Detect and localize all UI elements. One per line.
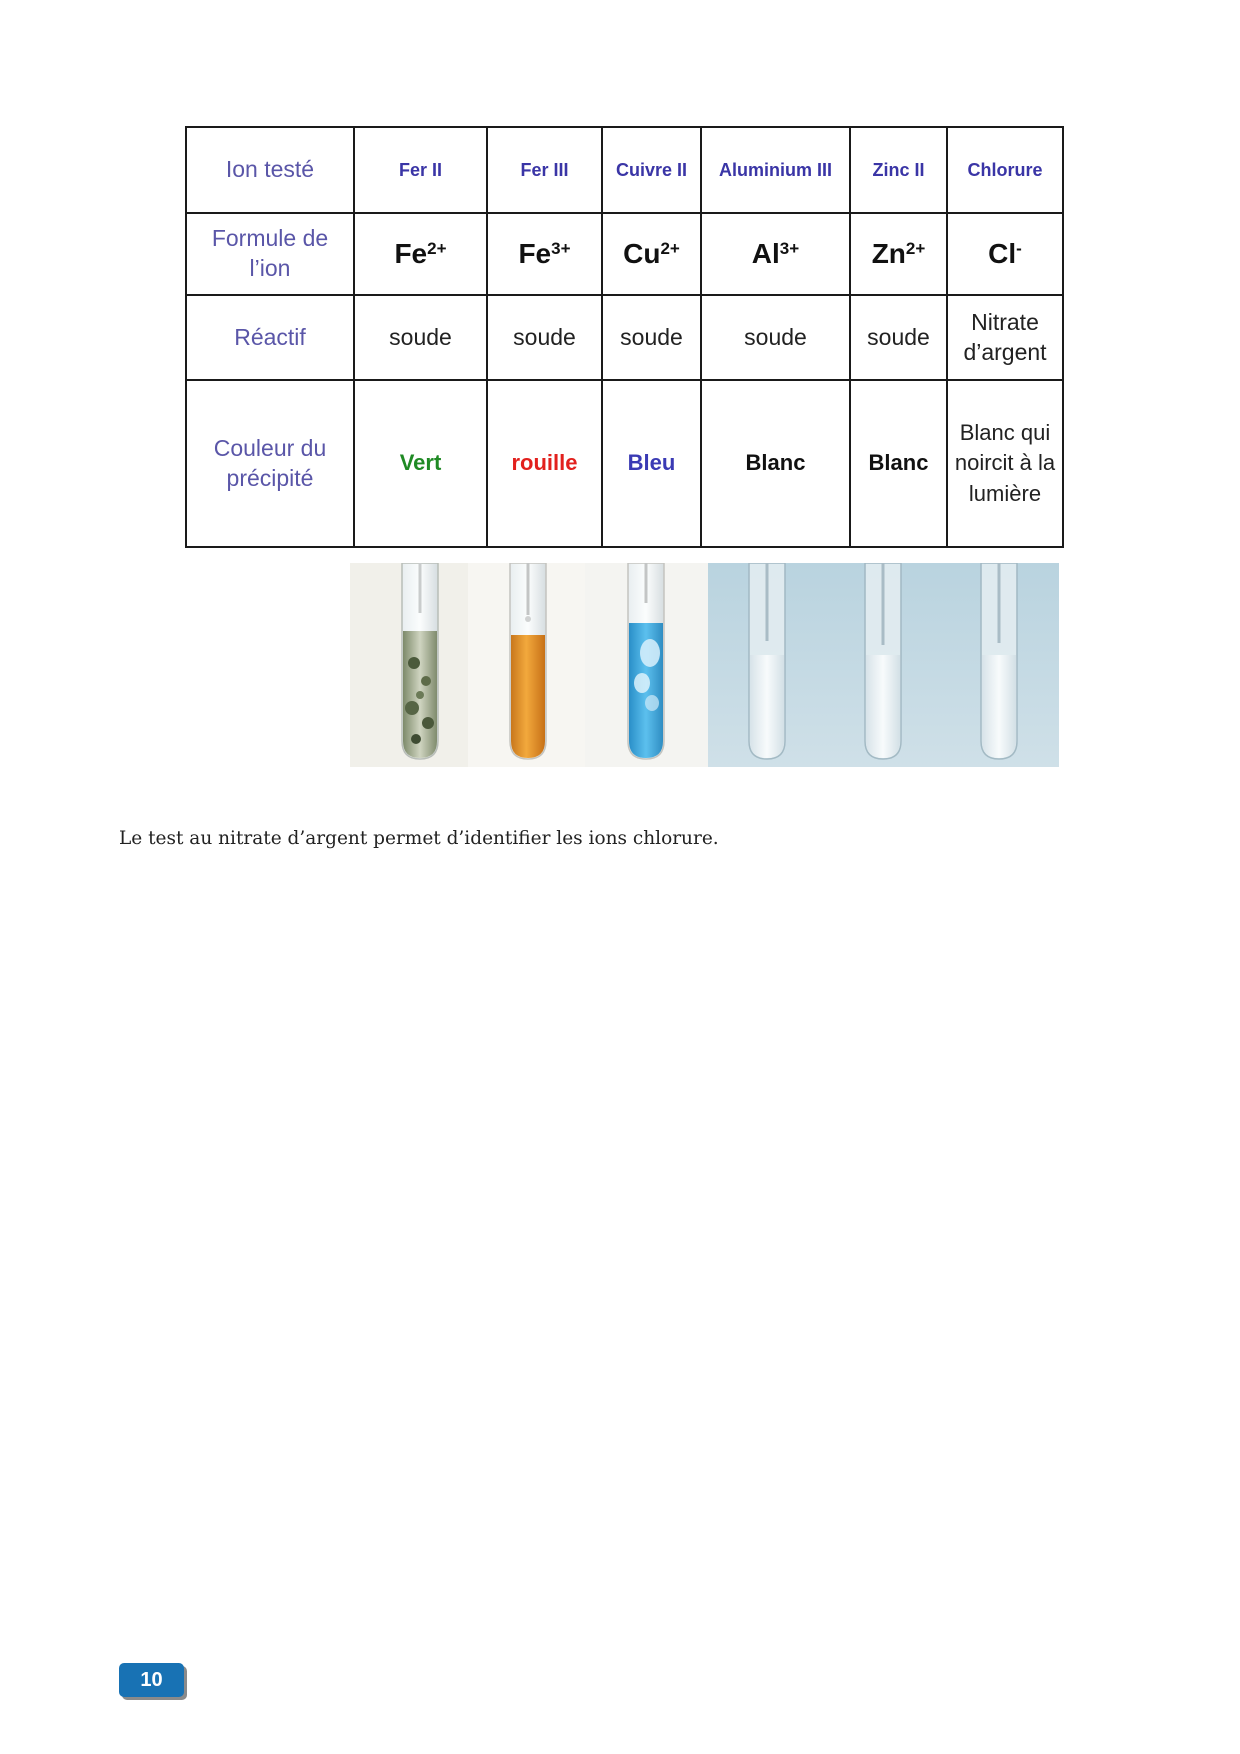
reagent-row — [186, 295, 1063, 380]
ion-name-zinc-ii: Zinc II — [850, 127, 947, 213]
formula-charge: 3+ — [551, 239, 571, 258]
formula-row — [186, 213, 1063, 295]
reagent-aluminium-iii: soude — [701, 295, 850, 380]
ion-test-section — [185, 126, 1062, 548]
precipitate-zinc-ii: Blanc — [850, 380, 947, 547]
formula-fer-ii — [354, 213, 487, 295]
formula-charge: 2+ — [660, 239, 680, 258]
reagent-cuivre-ii: soude — [602, 295, 701, 380]
formula-symbol: Fe — [518, 238, 552, 269]
ion-name-chlorure: Chlorure — [947, 127, 1063, 213]
precipitate-row — [186, 380, 1063, 547]
formula-aluminium-iii — [701, 213, 850, 295]
formula-symbol: Fe — [394, 238, 428, 269]
row-label-ion: Ion testé — [186, 127, 354, 213]
test-tube-fer-iii — [510, 563, 546, 759]
formula-symbol: Zn — [871, 238, 906, 269]
formula-zinc-ii — [850, 213, 947, 295]
row-label-formula: Formule de l’ion — [186, 213, 354, 295]
ion-test-table — [185, 126, 1064, 548]
ion-name-fer-ii: Fer II — [354, 127, 487, 213]
formula-chlorure — [947, 213, 1063, 295]
ion-name-cuivre-ii: Cuivre II — [602, 127, 701, 213]
test-tube-photos — [350, 563, 1059, 767]
test-tube-fer-ii — [402, 563, 438, 759]
formula-symbol: Cl — [988, 238, 1017, 269]
reagent-fer-iii: soude — [487, 295, 602, 380]
precipitate-fer-ii: Vert — [354, 380, 487, 547]
ion-name-aluminium-iii: Aluminium III — [701, 127, 850, 213]
formula-symbol: Cu — [623, 238, 661, 269]
row-label-precipitate: Couleur du précipité — [186, 380, 354, 547]
caption-text: Le test au nitrate d’argent permet d’identifier les ions chlorure. — [119, 828, 719, 849]
precipitate-aluminium-iii: Blanc — [701, 380, 850, 547]
precipitate-cuivre-ii: Bleu — [602, 380, 701, 547]
reagent-chlorure: Nitrate d’argent — [947, 295, 1063, 380]
formula-fer-iii — [487, 213, 602, 295]
formula-charge: 3+ — [779, 239, 800, 258]
reagent-zinc-ii: soude — [850, 295, 947, 380]
test-tube-chlorure — [981, 563, 1017, 759]
reagent-fer-ii: soude — [354, 295, 487, 380]
precipitate-fer-iii: rouille — [487, 380, 602, 547]
test-tube-zinc-ii — [865, 563, 901, 759]
ion-name-fer-iii: Fer III — [487, 127, 602, 213]
formula-charge: - — [1016, 239, 1022, 258]
test-tube-cuivre-ii — [628, 563, 664, 759]
formula-charge: 2+ — [427, 239, 447, 258]
formula-charge: 2+ — [905, 239, 926, 258]
page-number-badge: 10 — [119, 1663, 184, 1697]
precipitate-chlorure: Blanc qui noircit à la lumière — [947, 380, 1063, 547]
row-label-reagent: Réactif — [186, 295, 354, 380]
test-tube-aluminium-iii — [749, 563, 785, 759]
formula-cuivre-ii — [602, 213, 701, 295]
ion-name-row — [186, 127, 1063, 213]
formula-symbol: Al — [751, 238, 780, 269]
